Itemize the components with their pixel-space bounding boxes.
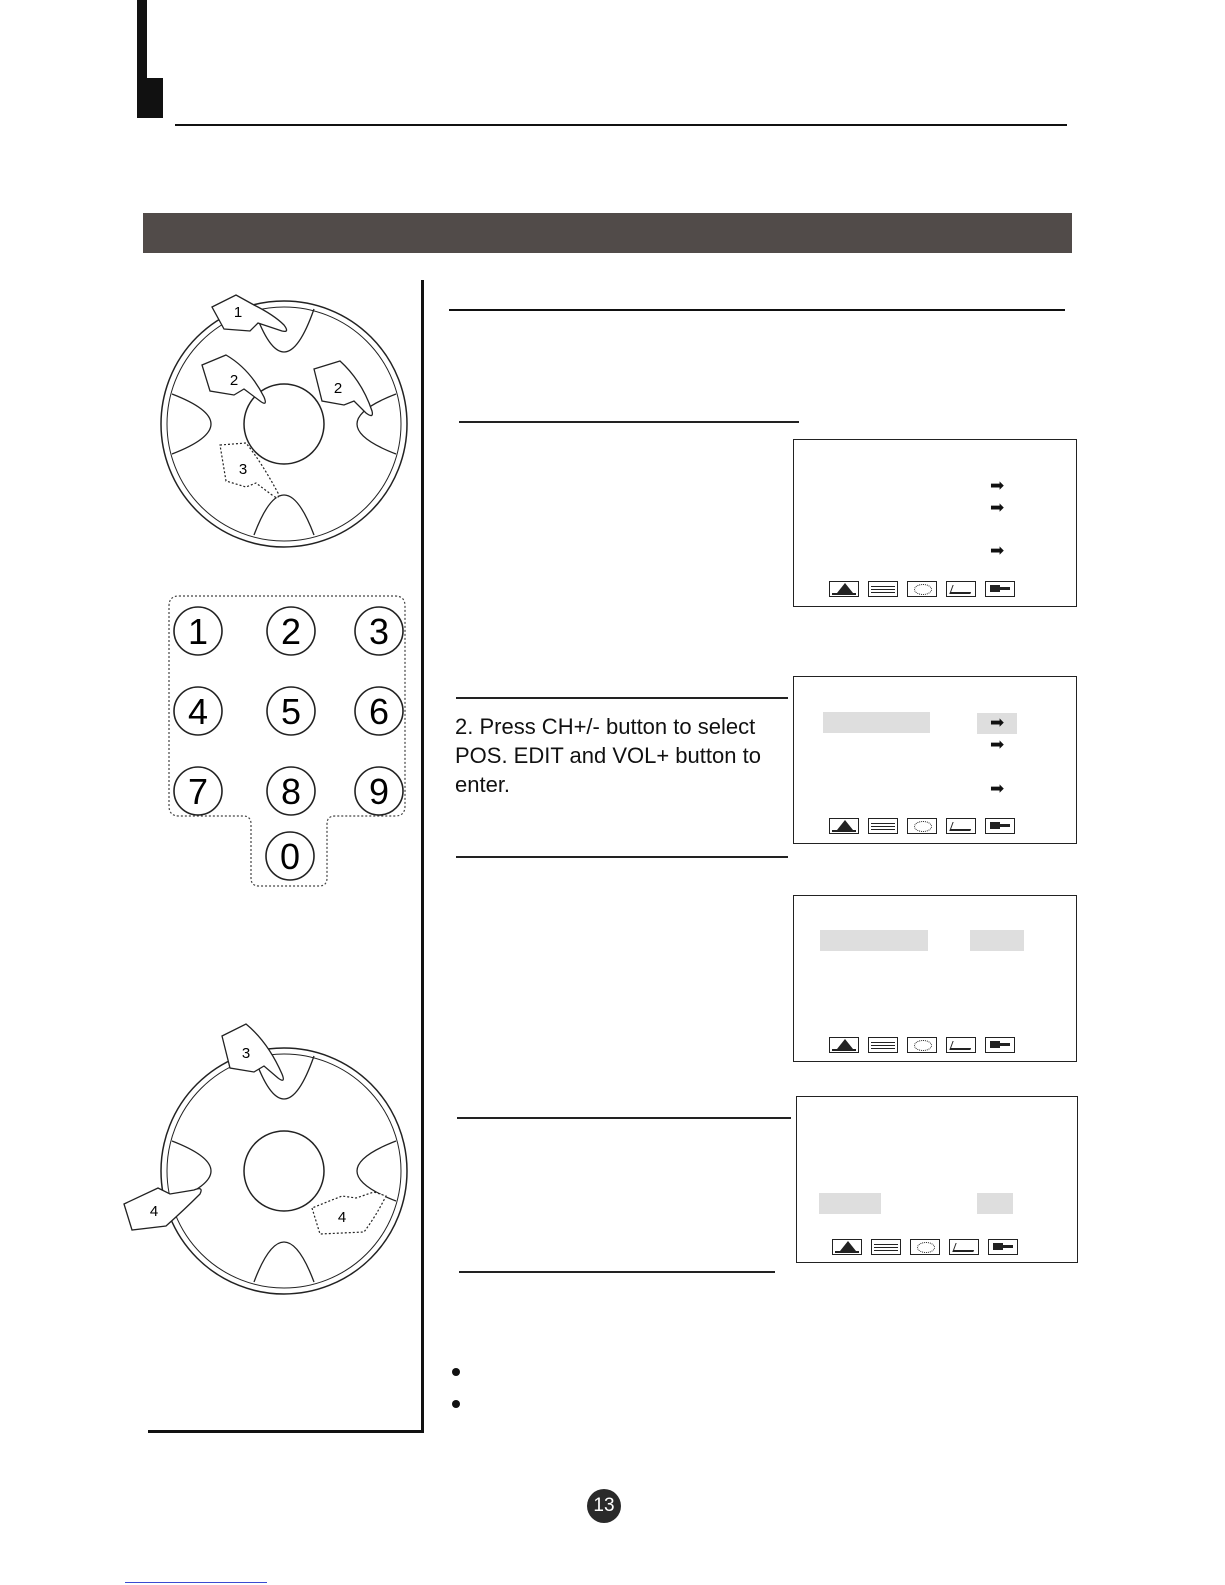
hand-label-1: 1 xyxy=(233,304,243,321)
page-number: 13 xyxy=(587,1489,621,1523)
tv-menu-screen-3 xyxy=(793,895,1077,1062)
arrow-right-icon: ➡ xyxy=(990,779,1005,799)
arrow-right-icon: ➡ xyxy=(990,498,1005,518)
column-bottom-rule xyxy=(148,1430,424,1433)
footer-link-underline xyxy=(125,1582,267,1583)
corner-mark-block xyxy=(137,78,163,118)
step-2-instruction: 2. Press CH+/- button to select POS. EDIT and VOL+ button to enter. xyxy=(455,714,761,797)
svg-text:3: 3 xyxy=(241,1045,251,1062)
note-bullet xyxy=(452,1400,460,1408)
highlighted-menu-item xyxy=(823,712,930,733)
sound-menu-icon xyxy=(868,818,898,834)
pointing-hand-icon xyxy=(222,1024,283,1080)
svg-text:5: 5 xyxy=(280,691,302,732)
ok-button[interactable] xyxy=(244,1131,324,1211)
key-8[interactable] xyxy=(267,767,315,815)
pointing-hand-icon xyxy=(212,295,287,331)
setup-menu-icon xyxy=(946,818,976,834)
timer-menu-icon xyxy=(907,818,937,834)
svg-text:4: 4 xyxy=(149,1203,159,1220)
channel-menu-icon xyxy=(988,1239,1018,1255)
key-1[interactable] xyxy=(174,607,222,655)
channel-menu-icon xyxy=(985,818,1015,834)
sound-menu-icon xyxy=(868,581,898,597)
timer-menu-icon xyxy=(907,581,937,597)
setup-menu-icon xyxy=(946,581,976,597)
key-7[interactable] xyxy=(174,767,222,815)
svg-text:7: 7 xyxy=(187,771,209,812)
highlighted-menu-item xyxy=(820,930,928,951)
key-6[interactable] xyxy=(355,687,403,735)
step1-rule xyxy=(459,421,799,423)
timer-menu-icon xyxy=(907,1037,937,1053)
down-button[interactable] xyxy=(254,1242,314,1282)
step4-rule xyxy=(457,1117,791,1119)
header-rule xyxy=(175,124,1067,126)
highlighted-menu-item xyxy=(819,1193,881,1214)
picture-menu-icon xyxy=(832,1239,862,1255)
svg-text:3: 3 xyxy=(238,461,248,478)
channel-menu-icon xyxy=(985,581,1015,597)
svg-text:2: 2 xyxy=(229,372,239,389)
sound-menu-icon xyxy=(868,1037,898,1053)
key-9[interactable] xyxy=(355,767,403,815)
pointing-hand-icon xyxy=(124,1188,201,1230)
section-title-bar xyxy=(143,213,1072,253)
setup-menu-icon xyxy=(946,1037,976,1053)
menu-icon-row xyxy=(829,1037,1015,1053)
sound-menu-icon xyxy=(871,1239,901,1255)
svg-text:4: 4 xyxy=(337,1209,347,1226)
svg-text:1: 1 xyxy=(187,611,209,652)
arrow-right-icon: ➡ xyxy=(990,541,1005,561)
svg-text:3: 3 xyxy=(368,611,390,652)
remote-nav-pad-top xyxy=(150,285,420,555)
tv-menu-screen-1 xyxy=(793,439,1077,607)
key-2[interactable] xyxy=(267,607,315,655)
svg-text:8: 8 xyxy=(280,771,302,812)
timer-menu-icon xyxy=(910,1239,940,1255)
numeric-keypad xyxy=(165,592,415,888)
remote-nav-pad-bottom xyxy=(118,1020,418,1305)
svg-text:2: 2 xyxy=(333,380,343,397)
step2-rule xyxy=(456,697,788,699)
key-0[interactable] xyxy=(266,832,314,880)
svg-text:2: 2 xyxy=(280,611,302,652)
menu-icon-row xyxy=(829,581,1015,597)
note-bullet xyxy=(452,1368,460,1376)
setup-menu-icon xyxy=(949,1239,979,1255)
svg-text:0: 0 xyxy=(279,836,301,877)
highlighted-value-cell xyxy=(970,930,1024,951)
left-button[interactable] xyxy=(172,394,211,454)
picture-menu-icon xyxy=(829,818,859,834)
step3-rule xyxy=(456,856,788,858)
highlighted-value-cell xyxy=(977,1193,1013,1214)
svg-text:4: 4 xyxy=(187,691,209,732)
key-3[interactable] xyxy=(355,607,403,655)
step5-rule xyxy=(459,1271,775,1273)
menu-icon-row xyxy=(829,818,1015,834)
channel-menu-icon xyxy=(985,1037,1015,1053)
pointing-hand-icon-dotted xyxy=(220,443,278,498)
down-button[interactable] xyxy=(254,495,314,535)
menu-icon-row xyxy=(832,1239,1018,1255)
key-4[interactable] xyxy=(174,687,222,735)
picture-menu-icon xyxy=(829,1037,859,1053)
column-divider xyxy=(421,280,424,1433)
section-rule xyxy=(449,309,1065,311)
svg-text:9: 9 xyxy=(368,771,390,812)
right-button[interactable] xyxy=(357,1141,396,1201)
tv-menu-screen-4 xyxy=(796,1096,1078,1263)
pointing-hand-icon xyxy=(314,361,372,416)
arrow-right-icon: ➡ xyxy=(990,476,1005,496)
picture-menu-icon xyxy=(829,581,859,597)
arrow-right-icon: ➡ xyxy=(990,713,1005,733)
tv-menu-screen-2 xyxy=(793,676,1077,844)
svg-text:6: 6 xyxy=(368,691,390,732)
key-5[interactable] xyxy=(267,687,315,735)
pointing-hand-icon-dotted xyxy=(312,1192,386,1234)
arrow-right-icon: ➡ xyxy=(990,735,1005,755)
pointing-hand-icon xyxy=(202,355,265,403)
